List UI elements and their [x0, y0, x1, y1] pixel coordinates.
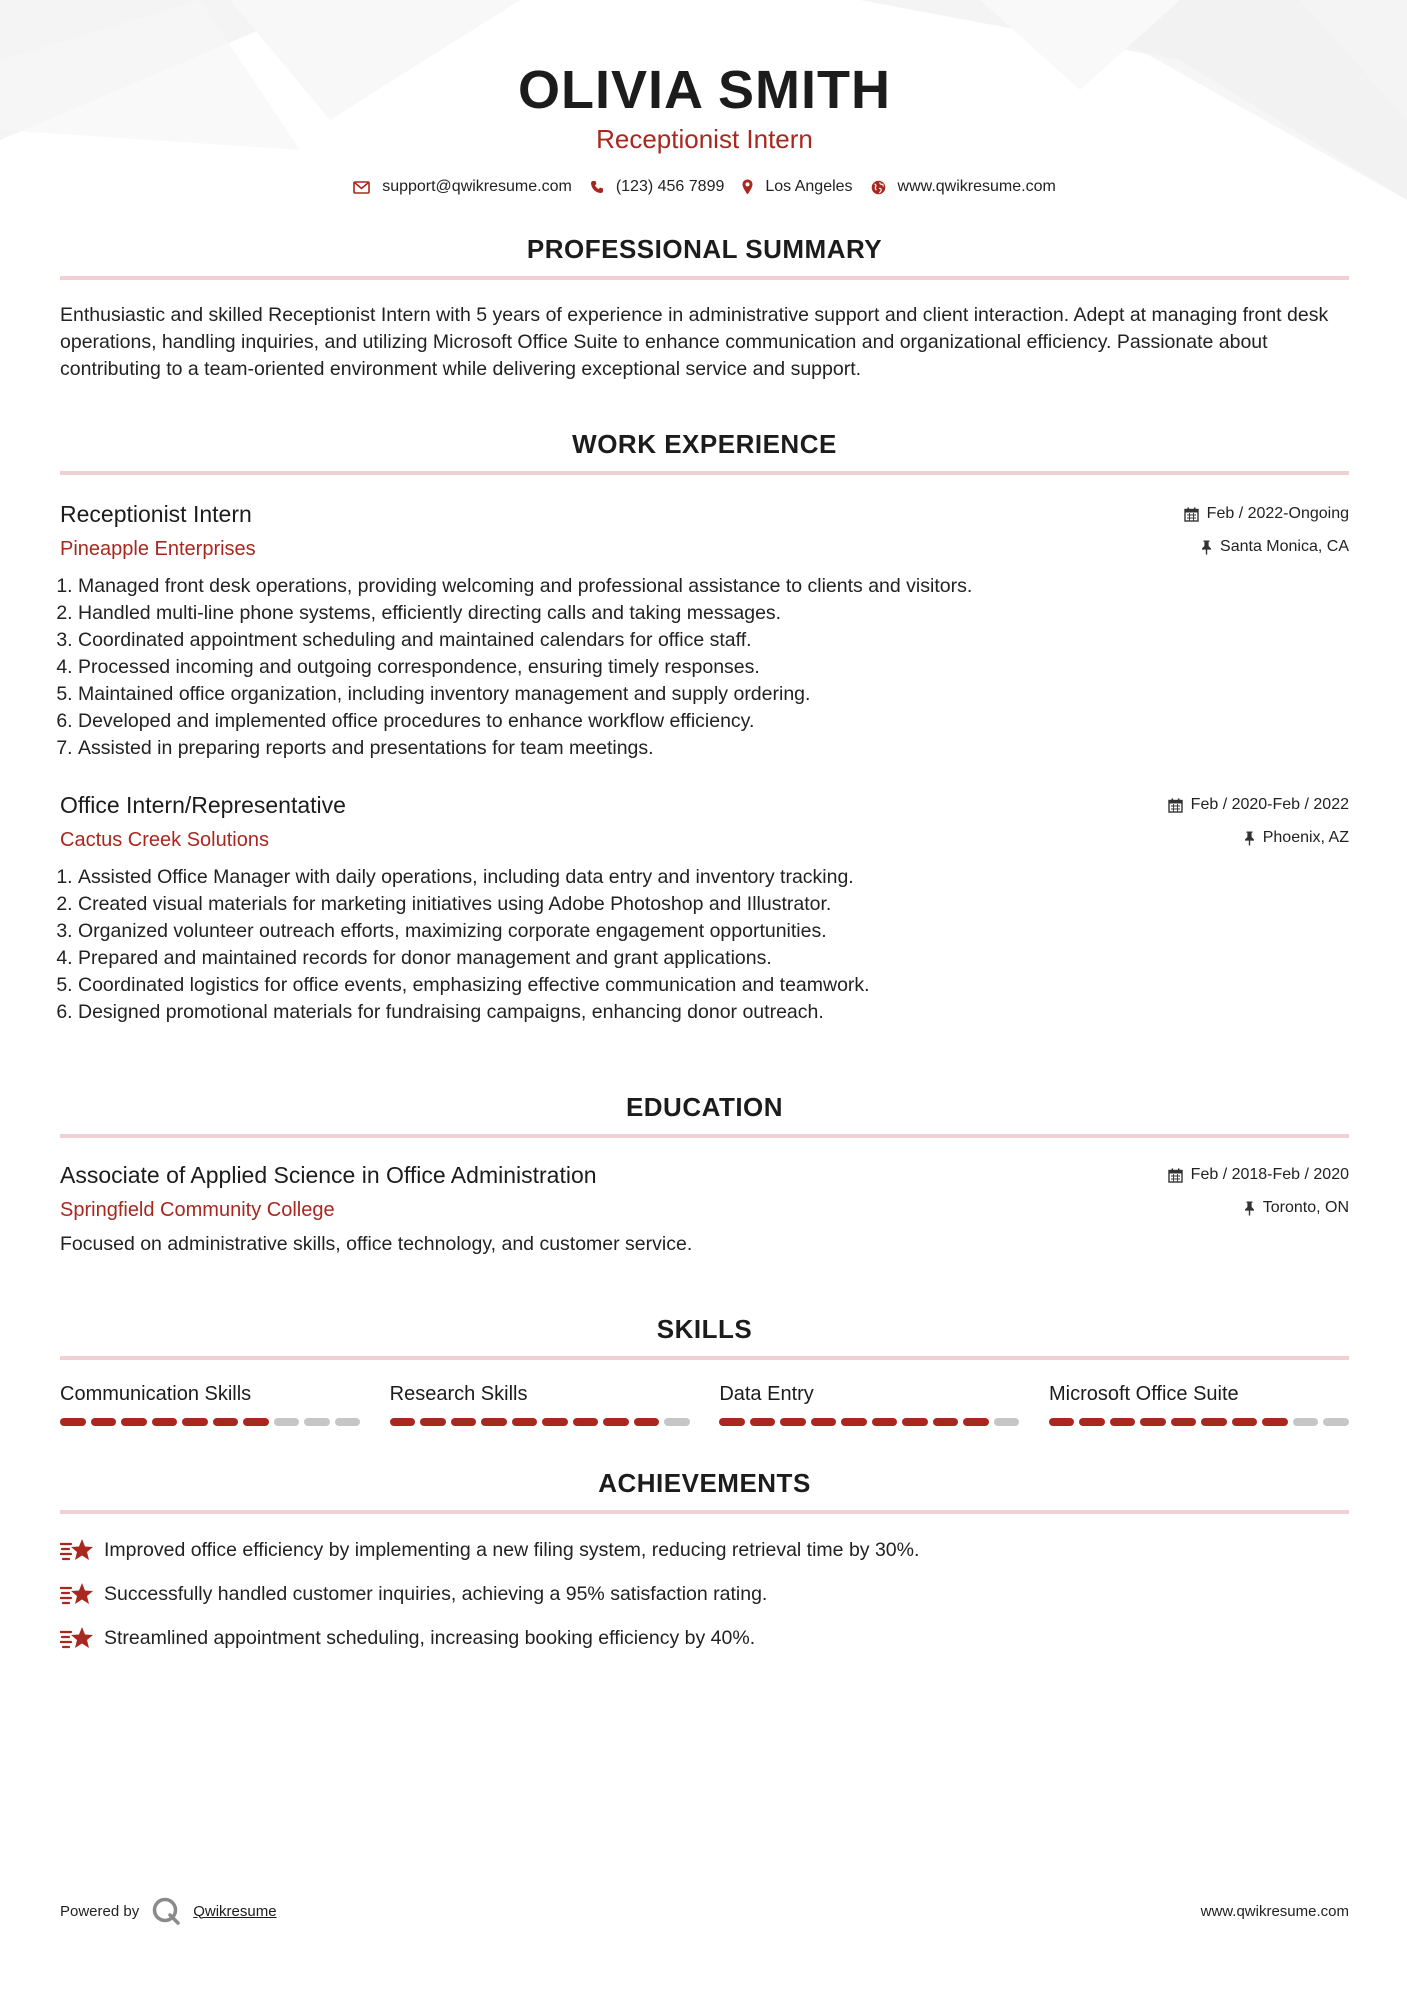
- skill-segment-filled: [963, 1418, 989, 1426]
- qwikresume-logo-icon: [151, 1896, 181, 1926]
- phone-icon: [590, 180, 604, 194]
- skill-item: [1049, 1380, 1349, 1426]
- degree-title: Associate of Applied Science in Office Administration: [60, 1162, 597, 1188]
- skill-segment-filled: [719, 1418, 745, 1426]
- skill-segment-filled: [182, 1418, 208, 1426]
- job-dates: Feb / 2022-Ongoing: [1206, 505, 1349, 522]
- skill-segment-empty: [1293, 1418, 1319, 1426]
- job-location: Santa Monica, CA: [1220, 538, 1349, 555]
- calendar-icon: [1184, 507, 1199, 522]
- list-item: 4. Prepared and maintained records for donor management and grant applications.: [78, 945, 1349, 972]
- globe-icon: [871, 180, 886, 195]
- pushpin-icon: [1244, 1201, 1255, 1216]
- skill-segment-filled: [1171, 1418, 1197, 1426]
- education-entry: [60, 1160, 1349, 1258]
- candidate-role: Receptionist Intern: [596, 124, 813, 154]
- section-title: EDUCATION: [625, 1092, 784, 1122]
- skill-segment-empty: [274, 1418, 300, 1426]
- shooting-star-icon: [60, 1537, 94, 1563]
- skill-segment-empty: [335, 1418, 361, 1426]
- skill-segment-empty: [994, 1418, 1020, 1426]
- brand-link[interactable]: Qwikresume: [193, 1902, 277, 1920]
- skill-name: Communication Skills: [60, 1383, 252, 1405]
- skill-segment-filled: [603, 1418, 629, 1426]
- calendar-icon: [1168, 1168, 1183, 1183]
- section-title: ACHIEVEMENTS: [598, 1468, 811, 1498]
- skill-segment-filled: [243, 1418, 269, 1426]
- map-pin-icon: [742, 179, 753, 195]
- list-item: 1. Managed front desk operations, providing welcoming and professional assistance to clients and visitors.: [78, 573, 1349, 600]
- skill-segment-filled: [1140, 1418, 1166, 1426]
- contact-email-text: support@qwikresume.com: [382, 178, 572, 195]
- job-entry: [60, 499, 1349, 762]
- skill-segment-empty: [1323, 1418, 1349, 1426]
- skill-segment-filled: [420, 1418, 446, 1426]
- list-item: 4. Processed incoming and outgoing correspondence, ensuring timely responses.: [78, 654, 1349, 681]
- education-section: [60, 1090, 1349, 1258]
- skill-item: [719, 1380, 1019, 1426]
- achievements-list: [60, 1528, 1349, 1660]
- skill-segment-filled: [750, 1418, 776, 1426]
- envelope-icon: [353, 181, 370, 194]
- skill-segment-filled: [91, 1418, 117, 1426]
- contact-phone[interactable]: [590, 178, 725, 196]
- skill-segment-filled: [1079, 1418, 1105, 1426]
- achievement-item: [60, 1572, 1349, 1616]
- powered-by-label: Powered by: [60, 1902, 140, 1920]
- achievement-item: [60, 1616, 1349, 1660]
- skill-segment-filled: [573, 1418, 599, 1426]
- skill-segment-filled: [933, 1418, 959, 1426]
- list-item: 2. Created visual materials for marketing initiatives using Adobe Photoshop and Illustrator.: [78, 891, 1349, 918]
- list-item: 3. Coordinated appointment scheduling and maintained calendars for office staff.: [78, 627, 1349, 654]
- section-title: WORK EXPERIENCE: [572, 429, 837, 459]
- summary-section: [60, 232, 1349, 383]
- skill-segment-filled: [841, 1418, 867, 1426]
- skill-segment-filled: [213, 1418, 239, 1426]
- list-item: 7. Assisted in preparing reports and presentations for team meetings.: [78, 735, 1349, 762]
- footer: [60, 1896, 1349, 1926]
- experience-section: [60, 427, 1349, 1026]
- resume-header: [60, 0, 1349, 196]
- list-item: 3. Organized volunteer outreach efforts, maximizing corporate engagement opportunities.: [78, 918, 1349, 945]
- section-divider: [60, 1510, 1349, 1514]
- list-item: 5. Maintained office organization, including inventory management and supply ordering.: [78, 681, 1349, 708]
- skill-level-bar: [390, 1418, 690, 1426]
- job-company: Pineapple Enterprises: [60, 538, 256, 560]
- job-bullets: [60, 573, 1349, 762]
- skill-segment-filled: [811, 1418, 837, 1426]
- achievement-text: Streamlined appointment scheduling, increasing booking efficiency by 40%.: [104, 1627, 756, 1649]
- contact-bar: [60, 178, 1349, 196]
- contact-phone-text: (123) 456 7899: [615, 178, 725, 195]
- skill-segment-empty: [304, 1418, 330, 1426]
- skill-level-bar: [719, 1418, 1019, 1426]
- pushpin-icon: [1244, 831, 1255, 846]
- education-location: Toronto, ON: [1262, 1199, 1349, 1216]
- school-name: Springfield Community College: [60, 1199, 335, 1221]
- achievement-text: Improved office efficiency by implementing a new filing system, reducing retrieval time by 30%.: [104, 1539, 920, 1561]
- candidate-name: OLIVIA SMITH: [518, 60, 891, 120]
- skill-segment-filled: [451, 1418, 477, 1426]
- list-item: 1. Assisted Office Manager with daily operations, including data entry and inventory tracking.: [78, 864, 1349, 891]
- skill-segment-filled: [121, 1418, 147, 1426]
- section-divider: [60, 471, 1349, 475]
- job-company: Cactus Creek Solutions: [60, 829, 269, 851]
- contact-website[interactable]: [871, 178, 1056, 196]
- contact-website-text: www.qwikresume.com: [897, 178, 1056, 195]
- section-title: SKILLS: [656, 1314, 753, 1344]
- footer-website[interactable]: www.qwikresume.com: [1200, 1902, 1349, 1920]
- skill-segment-filled: [634, 1418, 660, 1426]
- skill-segment-filled: [1262, 1418, 1288, 1426]
- achievements-section: [60, 1466, 1349, 1660]
- job-dates: Feb / 2020-Feb / 2022: [1190, 796, 1349, 813]
- contact-location: [742, 178, 852, 196]
- skill-segment-empty: [664, 1418, 690, 1426]
- shooting-star-icon: [60, 1625, 94, 1651]
- summary-text: Enthusiastic and skilled Receptionist Intern with 5 years of experience in administrative support and client interaction. Adept at managing front desk operations, handling inquiries, and utilizing Microsoft Office Suite to enhance communication and organizational efficiency. Passionate about contributing to a team-oriented environment while delivering exceptional service and support.: [60, 304, 1329, 380]
- skill-segment-filled: [60, 1418, 86, 1426]
- skill-name: Microsoft Office Suite: [1048, 1383, 1239, 1405]
- skill-item: [60, 1380, 360, 1426]
- education-description: Focused on administrative skills, office technology, and customer service.: [60, 1233, 693, 1255]
- section-divider: [60, 1356, 1349, 1360]
- list-item: 6. Designed promotional materials for fundraising campaigns, enhancing donor outreach.: [78, 999, 1349, 1026]
- achievement-item: [60, 1528, 1349, 1572]
- skill-segment-filled: [1232, 1418, 1258, 1426]
- pushpin-icon: [1201, 540, 1212, 555]
- skill-segment-filled: [902, 1418, 928, 1426]
- skill-segment-filled: [872, 1418, 898, 1426]
- list-item: 2. Handled multi-line phone systems, efficiently directing calls and taking messages.: [78, 600, 1349, 627]
- contact-location-text: Los Angeles: [765, 178, 853, 195]
- job-entry: [60, 790, 1349, 1026]
- calendar-icon: [1168, 798, 1183, 813]
- section-divider: [60, 276, 1349, 280]
- skill-level-bar: [1049, 1418, 1349, 1426]
- skill-segment-filled: [390, 1418, 416, 1426]
- skill-segment-filled: [780, 1418, 806, 1426]
- list-item: 5. Coordinated logistics for office events, emphasizing effective communication and teamwork.: [78, 972, 1349, 999]
- job-bullets: [60, 864, 1349, 1026]
- education-dates: Feb / 2018-Feb / 2020: [1190, 1166, 1349, 1183]
- list-item: 6. Developed and implemented office procedures to enhance workflow efficiency.: [78, 708, 1349, 735]
- skill-segment-filled: [512, 1418, 538, 1426]
- skill-name: Data Entry: [719, 1383, 814, 1405]
- achievement-text: Successfully handled customer inquiries, achieving a 95% satisfaction rating.: [104, 1583, 768, 1605]
- skill-segment-filled: [1110, 1418, 1136, 1426]
- job-title: Receptionist Intern: [60, 501, 252, 527]
- job-title: Office Intern/Representative: [60, 792, 346, 818]
- skill-level-bar: [60, 1418, 360, 1426]
- skill-segment-filled: [1049, 1418, 1075, 1426]
- skills-section: [60, 1312, 1349, 1426]
- skills-grid: [60, 1380, 1349, 1426]
- contact-email[interactable]: [353, 178, 572, 196]
- skill-segment-filled: [481, 1418, 507, 1426]
- skill-segment-filled: [1201, 1418, 1227, 1426]
- skill-segment-filled: [152, 1418, 178, 1426]
- skill-item: [390, 1380, 690, 1426]
- section-title: PROFESSIONAL SUMMARY: [526, 234, 883, 264]
- skill-name: Research Skills: [389, 1383, 528, 1405]
- job-location: Phoenix, AZ: [1262, 829, 1349, 846]
- shooting-star-icon: [60, 1581, 94, 1607]
- skill-segment-filled: [542, 1418, 568, 1426]
- section-divider: [60, 1134, 1349, 1138]
